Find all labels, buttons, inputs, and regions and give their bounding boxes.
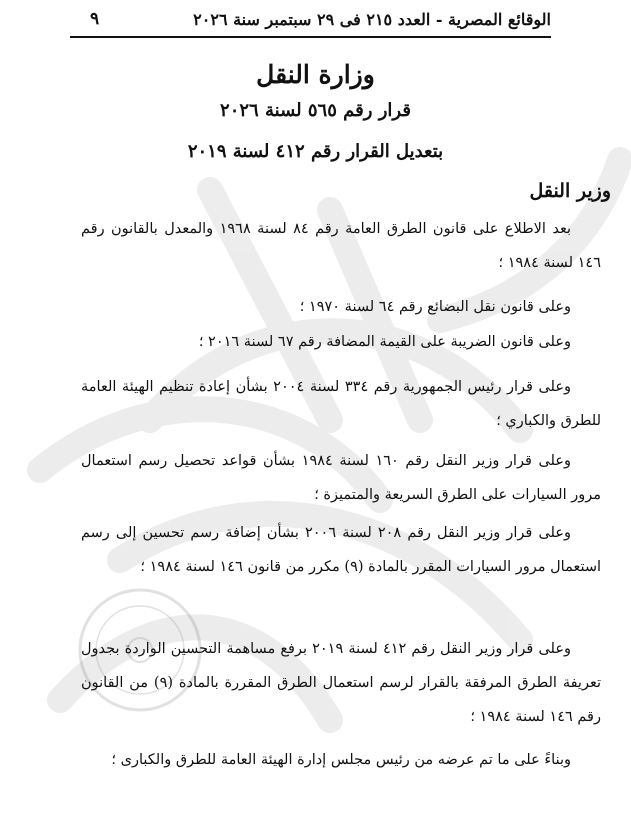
journal-title: الوقائع المصرية - العدد ٢١٥ فى ٢٩ سبتمبر سنة ٢٠٢٦ (193, 10, 551, 29)
preamble-paragraph (81, 370, 601, 438)
paragraph-text: بعد الاطلاع على قانون الطرق العامة رقم ٨٤ لسنة ١٩٦٨ والمعدل بالقانون رقم ١٤٦ لسنة ١٩٨٤ ؛ (81, 221, 601, 271)
preamble-paragraph (81, 212, 601, 280)
preamble-paragraph (81, 743, 601, 777)
preamble-paragraph (81, 444, 601, 512)
paragraph-text: وعلى قرار رئيس الجمهورية رقم ٣٣٤ لسنة ٢٠٠٤ بشأن إعادة تنظيم الهيئة العامة للطرق والكباري ؛ (81, 379, 601, 429)
paragraph-text: وبناءً على ما تم عرضه من رئيس مجلس إدارة الهيئة العامة للطرق والكبارى ؛ (111, 752, 571, 768)
paragraph-text: وعلى قرار وزير النقل رقم ٤١٢ لسنة ٢٠١٩ برفع مساهمة التحسين الواردة بجدول تعريفة الطرق المرفقة بالقرار لرسم استعمال الطرق المقررة بالمادة (٩) من القانون رقم ١٤٦ لسنة ١٩٨٤ ؛ (81, 641, 601, 725)
preamble-paragraph (81, 325, 601, 359)
page-number: ٩ (90, 9, 100, 29)
decree-title: قرار رقم ٥٦٥ لسنة ٢٠٢٦ (220, 100, 411, 121)
minister-heading: وزير النقل (529, 180, 611, 202)
preamble-paragraph (81, 516, 601, 584)
paragraph-text: وعلى قانون الضريبة على القيمة المضافة رقم ٦٧ لسنة ٢٠١٦ ؛ (198, 334, 571, 350)
preamble-paragraph (81, 290, 601, 324)
amendment-title: بتعديل القرار رقم ٤١٢ لسنة ٢٠١٩ (187, 141, 444, 162)
paragraph-text: وعلى قرار وزير النقل رقم ١٦٠ لسنة ١٩٨٤ بشأن قواعد تحصيل رسم استعمال مرور السيارات على الطرق السريعة والمتميزة ؛ (81, 453, 601, 503)
paragraph-text: وعلى قانون نقل البضائع رقم ٦٤ لسنة ١٩٧٠ ؛ (299, 299, 571, 315)
preamble-paragraph (81, 632, 601, 734)
page-header (70, 6, 551, 38)
paragraph-text: وعلى قرار وزير النقل رقم ٢٠٨ لسنة ٢٠٠٦ بشأن إضافة رسم تحسين إلى رسم استعمال مرور السيارات المقرر بالمادة (٩) مكرر من قانون ١٤٦ لسنة ١٩٨٤ ؛ (81, 525, 601, 575)
ministry-title: وزارة النقل (256, 60, 375, 89)
